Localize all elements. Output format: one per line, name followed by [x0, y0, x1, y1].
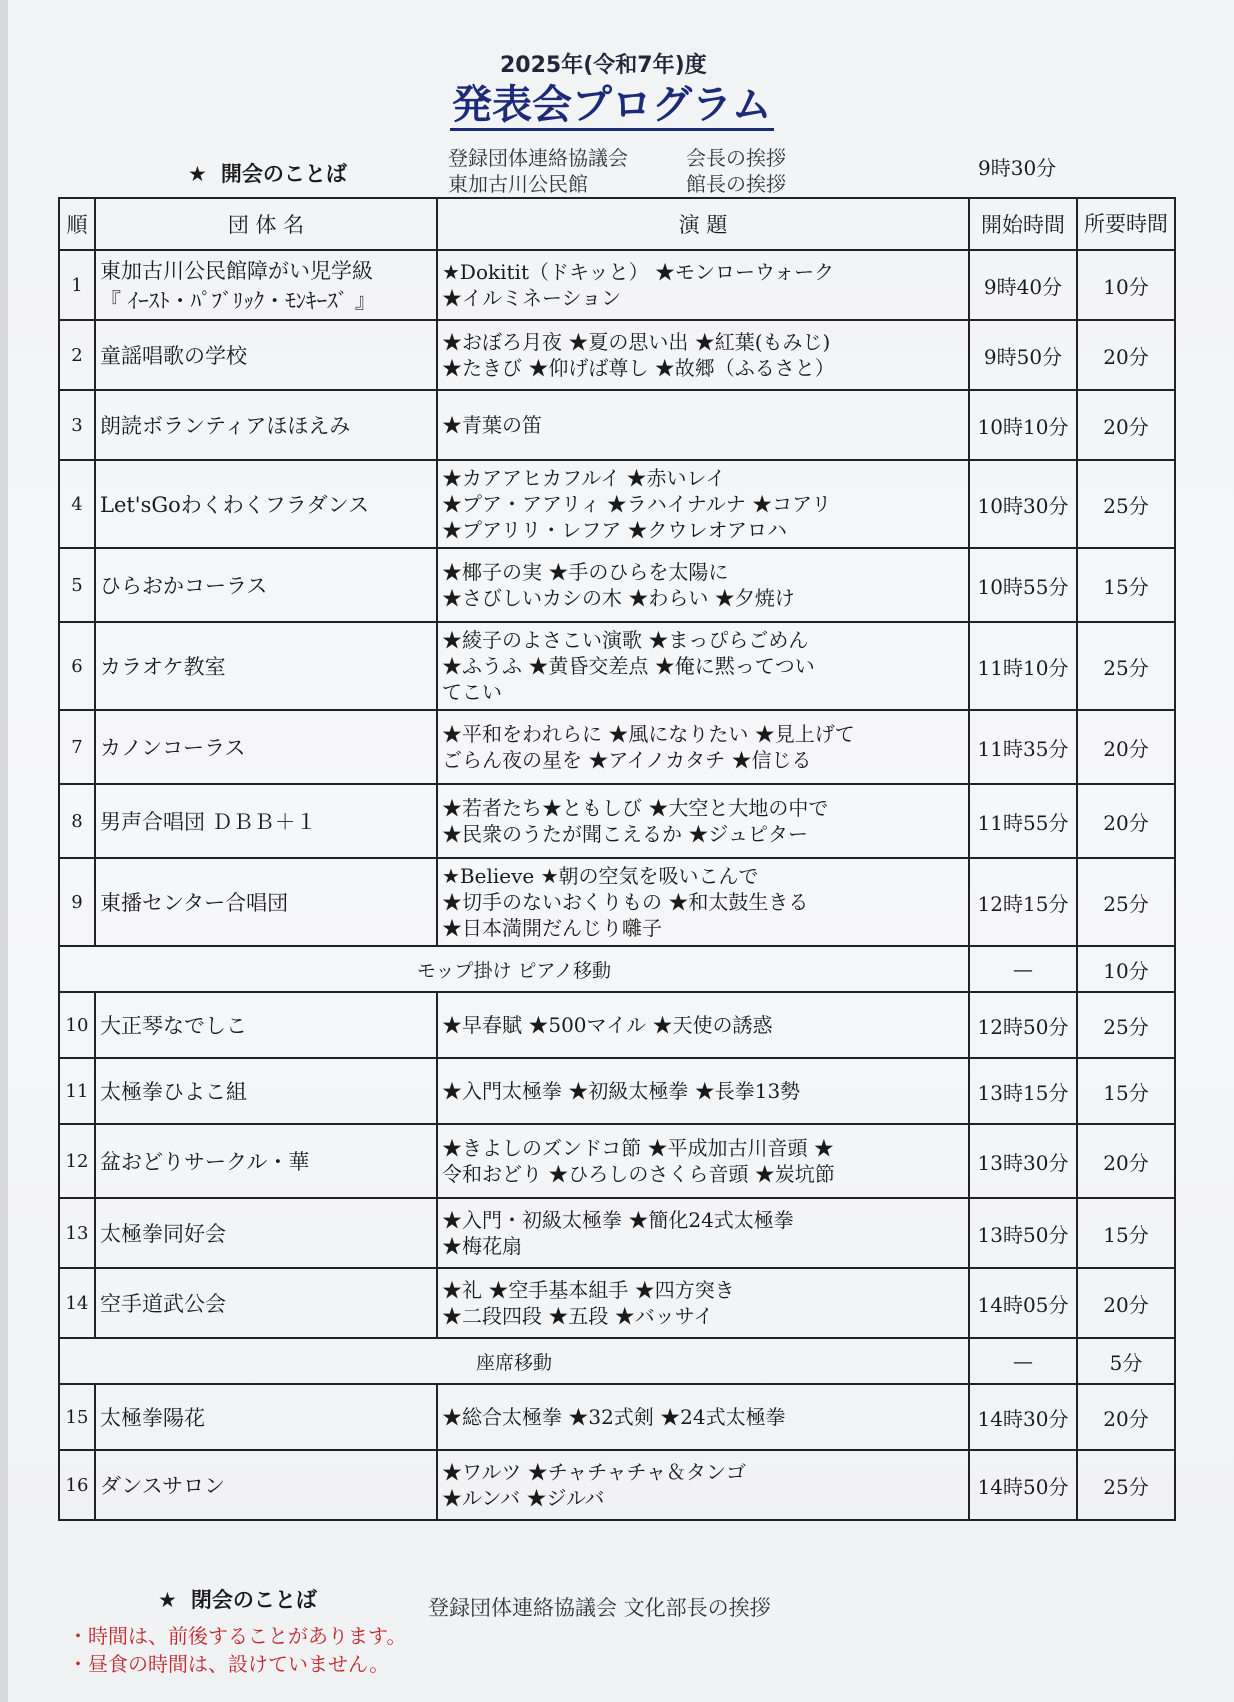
program-line: ★民衆のうたが聞こえるか ★ジュピター [442, 822, 808, 846]
table-row [59, 1058, 1175, 1124]
start-time: 11時10分 [969, 622, 1077, 710]
program-titles [437, 1058, 969, 1124]
program-table [58, 197, 1176, 1521]
start-time: — [969, 946, 1077, 992]
program-titles [437, 548, 969, 622]
duration: 20分 [1077, 1124, 1175, 1198]
duration: 20分 [1077, 710, 1175, 784]
group-name [95, 1450, 437, 1520]
duration: 25分 [1077, 460, 1175, 548]
opening-org-2: 東加古川公民館 [448, 172, 588, 196]
opening-label-text: 開会のことば [220, 162, 347, 186]
duration: 5分 [1077, 1338, 1175, 1384]
break-row [59, 1338, 1175, 1384]
row-number: 2 [59, 320, 95, 390]
group-name-line: カノンコーラス [100, 736, 246, 760]
program-line: 令和おどり ★ひろしのさくら音頭 ★炭坑節 [442, 1162, 835, 1186]
page-title: 発表会プログラム [450, 82, 774, 131]
program-line: ★ワルツ ★チャチャチャ＆タンゴ [442, 1460, 746, 1484]
row-number: 13 [59, 1198, 95, 1268]
program-line: ★おぼろ月夜 ★夏の思い出 ★紅葉(もみじ) [442, 330, 831, 354]
program-line: ★イルミネーション [442, 286, 622, 310]
group-name [95, 460, 437, 548]
table-row [59, 1268, 1175, 1338]
group-name-line: Let'sGoわくわくフラダンス [100, 493, 370, 517]
table-row [59, 1384, 1175, 1450]
duration: 25分 [1077, 622, 1175, 710]
program-line: ★椰子の実 ★手のひらを太陽に [442, 560, 729, 584]
program-line: ★Dokitit（ドキッと） ★モンローウォーク [442, 260, 835, 284]
table-row [59, 1198, 1175, 1268]
program-titles [437, 250, 969, 320]
program-line: ★プア・アアリィ ★ラハイナルナ ★コアリ [442, 492, 832, 516]
group-name-line: 空手道武公会 [100, 1292, 226, 1316]
table-row [59, 548, 1175, 622]
break-label: 座席移動 [59, 1338, 969, 1384]
start-time: 13時15分 [969, 1058, 1077, 1124]
group-name [95, 250, 437, 320]
program-line: ★切手のないおくりもの ★和太鼓生きる [442, 890, 809, 914]
row-number: 5 [59, 548, 95, 622]
header-start: 開始時間 [969, 198, 1077, 250]
group-name [95, 1058, 437, 1124]
start-time: 14時05分 [969, 1268, 1077, 1338]
duration: 20分 [1077, 1268, 1175, 1338]
group-name [95, 784, 437, 858]
program-line: ★カアアヒカフルイ ★赤いレイ [442, 466, 726, 490]
group-name-line: 男声合唱団 ＤＢＢ＋１ [100, 810, 317, 834]
start-time: 12時50分 [969, 992, 1077, 1058]
group-name-line: カラオケ教室 [100, 655, 226, 679]
row-number: 15 [59, 1384, 95, 1450]
program-line: ★たきび ★仰げば尊し ★故郷（ふるさと） [442, 356, 835, 380]
group-name-line: 『 ｲｰｽﾄ・ﾊﾟﾌﾞﾘｯｸ・ﾓﾝｷｰｽﾞ 』 [100, 289, 376, 313]
start-time: 10時10分 [969, 390, 1077, 460]
duration: 25分 [1077, 1450, 1175, 1520]
group-name-line: ひらおかコーラス [100, 574, 268, 598]
closing-label-text: 閉会のことば [190, 1588, 317, 1612]
duration: 20分 [1077, 1384, 1175, 1450]
table-row [59, 1450, 1175, 1520]
group-name-line: 太極拳同好会 [100, 1222, 226, 1246]
row-number: 1 [59, 250, 95, 320]
duration: 15分 [1077, 1058, 1175, 1124]
duration: 10分 [1077, 250, 1175, 320]
row-number: 7 [59, 710, 95, 784]
duration: 25分 [1077, 858, 1175, 946]
duration: 15分 [1077, 548, 1175, 622]
program-line: ★綾子のよさこい演歌 ★まっぴらごめん [442, 628, 809, 652]
closing-greeting: 登録団体連絡協議会 文化部長の挨拶 [428, 1596, 771, 1620]
program-line: ★梅花扇 [442, 1234, 522, 1258]
page-edge [0, 0, 8, 1702]
table-row [59, 622, 1175, 710]
program-titles [437, 858, 969, 946]
row-number: 4 [59, 460, 95, 548]
program-line: ごらん夜の星を ★アイノカタチ ★信じる [442, 748, 812, 772]
program-line: ★若者たち★ともしび ★大空と大地の中で [442, 796, 829, 820]
group-name-line: 大正琴なでしこ [100, 1014, 247, 1038]
group-name [95, 320, 437, 390]
program-line: ★入門・初級太極拳 ★簡化24式太極拳 [442, 1208, 794, 1232]
program-line: ★総合太極拳 ★32式剣 ★24式太極拳 [442, 1405, 786, 1429]
start-time: 14時50分 [969, 1450, 1077, 1520]
group-name-line: 太極拳ひよこ組 [100, 1080, 247, 1104]
program-line: ★日本満開だんじり囃子 [442, 916, 662, 940]
duration: 20分 [1077, 784, 1175, 858]
row-number: 6 [59, 622, 95, 710]
program-line: てこい [442, 680, 502, 704]
program-titles [437, 622, 969, 710]
program-line: ★平和をわれらに ★風になりたい ★見上げて [442, 722, 855, 746]
program-titles [437, 1268, 969, 1338]
opening-role-2: 館長の挨拶 [686, 172, 786, 196]
header-program: 演 題 [437, 198, 969, 250]
fiscal-year: 2025年(令和7年)度 [500, 53, 707, 78]
group-name-line: 東加古川公民館障がい児学級 [100, 259, 373, 283]
program-line: ★ルンバ ★ジルバ [442, 1486, 605, 1510]
program-titles [437, 710, 969, 784]
group-name [95, 1268, 437, 1338]
group-name [95, 992, 437, 1058]
opening-label [188, 158, 347, 188]
table-row [59, 710, 1175, 784]
program-line: ★早春賦 ★500マイル ★天使の誘惑 [442, 1013, 773, 1037]
group-name-line: 童謡唱歌の学校 [100, 344, 247, 368]
program-titles [437, 1198, 969, 1268]
group-name [95, 710, 437, 784]
start-time: 11時55分 [969, 784, 1077, 858]
program-line: ★入門太極拳 ★初級太極拳 ★長拳13勢 [442, 1079, 801, 1103]
program-line: ★さびしいカシの木 ★わらい ★夕焼け [442, 586, 795, 610]
table-row [59, 250, 1175, 320]
row-number: 14 [59, 1268, 95, 1338]
group-name-line: 朗読ボランティアほほえみ [100, 414, 351, 438]
group-name-line: 太極拳陽花 [100, 1406, 205, 1430]
group-name [95, 1124, 437, 1198]
group-name-line: 盆おどりサークル・華 [100, 1150, 310, 1174]
table-row [59, 784, 1175, 858]
program-titles [437, 460, 969, 548]
program-titles [437, 784, 969, 858]
program-line: ★礼 ★空手基本組手 ★四方突き [442, 1278, 735, 1302]
row-number: 12 [59, 1124, 95, 1198]
start-time: 14時30分 [969, 1384, 1077, 1450]
program-titles [437, 1124, 969, 1198]
program-titles [437, 992, 969, 1058]
start-time: 9時50分 [969, 320, 1077, 390]
row-number: 9 [59, 858, 95, 946]
program-line: ★プアリリ・レフア ★クウレオアロハ [442, 518, 787, 542]
group-name [95, 548, 437, 622]
start-time: — [969, 1338, 1077, 1384]
duration: 15分 [1077, 1198, 1175, 1268]
note-time-change: ・時間は、前後することがあります。 [68, 1624, 407, 1648]
program-titles [437, 320, 969, 390]
table-row [59, 992, 1175, 1058]
start-time: 13時30分 [969, 1124, 1077, 1198]
group-name [95, 858, 437, 946]
group-name [95, 622, 437, 710]
star-icon: ★ [188, 162, 207, 186]
table-header-row [59, 198, 1175, 250]
program-titles [437, 1450, 969, 1520]
program-titles [437, 1384, 969, 1450]
program-line: ★きよしのズンドコ節 ★平成加古川音頭 ★ [442, 1136, 834, 1160]
start-time: 10時30分 [969, 460, 1077, 548]
duration: 20分 [1077, 390, 1175, 460]
program-titles [437, 390, 969, 460]
opening-role-1: 会長の挨拶 [686, 146, 786, 170]
group-name [95, 390, 437, 460]
row-number: 8 [59, 784, 95, 858]
program-line: ★青葉の笛 [442, 413, 542, 437]
program-line: ★二段四段 ★五段 ★バッサイ [442, 1304, 714, 1328]
row-number: 3 [59, 390, 95, 460]
row-number: 16 [59, 1450, 95, 1520]
start-time: 13時50分 [969, 1198, 1077, 1268]
table-body [59, 250, 1175, 1520]
row-number: 10 [59, 992, 95, 1058]
note-no-lunch: ・昼食の時間は、設けていません。 [68, 1652, 390, 1676]
table-row [59, 390, 1175, 460]
start-time: 9時40分 [969, 250, 1077, 320]
duration: 10分 [1077, 946, 1175, 992]
header-no: 順 [59, 198, 95, 250]
start-time: 11時35分 [969, 710, 1077, 784]
group-name [95, 1384, 437, 1450]
table-row [59, 1124, 1175, 1198]
table-row [59, 320, 1175, 390]
opening-org-1: 登録団体連絡協議会 [448, 146, 628, 170]
group-name [95, 1198, 437, 1268]
break-label: モップ掛け ピアノ移動 [59, 946, 969, 992]
row-number: 11 [59, 1058, 95, 1124]
break-row [59, 946, 1175, 992]
program-line: ★ふうふ ★黄昏交差点 ★俺に黙ってつい [442, 654, 815, 678]
header-group: 団 体 名 [95, 198, 437, 250]
table-row [59, 858, 1175, 946]
group-name-line: ダンスサロン [100, 1474, 226, 1498]
program-line: ★Believe ★朝の空気を吸いこんで [442, 864, 759, 888]
duration: 20分 [1077, 320, 1175, 390]
opening-time: 9時30分 [978, 156, 1057, 180]
group-name-line: 東播センター合唱団 [100, 891, 289, 915]
start-time: 12時15分 [969, 858, 1077, 946]
table-row [59, 460, 1175, 548]
duration: 25分 [1077, 992, 1175, 1058]
start-time: 10時55分 [969, 548, 1077, 622]
star-icon: ★ [158, 1588, 177, 1612]
closing-label [158, 1584, 317, 1614]
header-duration: 所要時間 [1077, 198, 1175, 250]
